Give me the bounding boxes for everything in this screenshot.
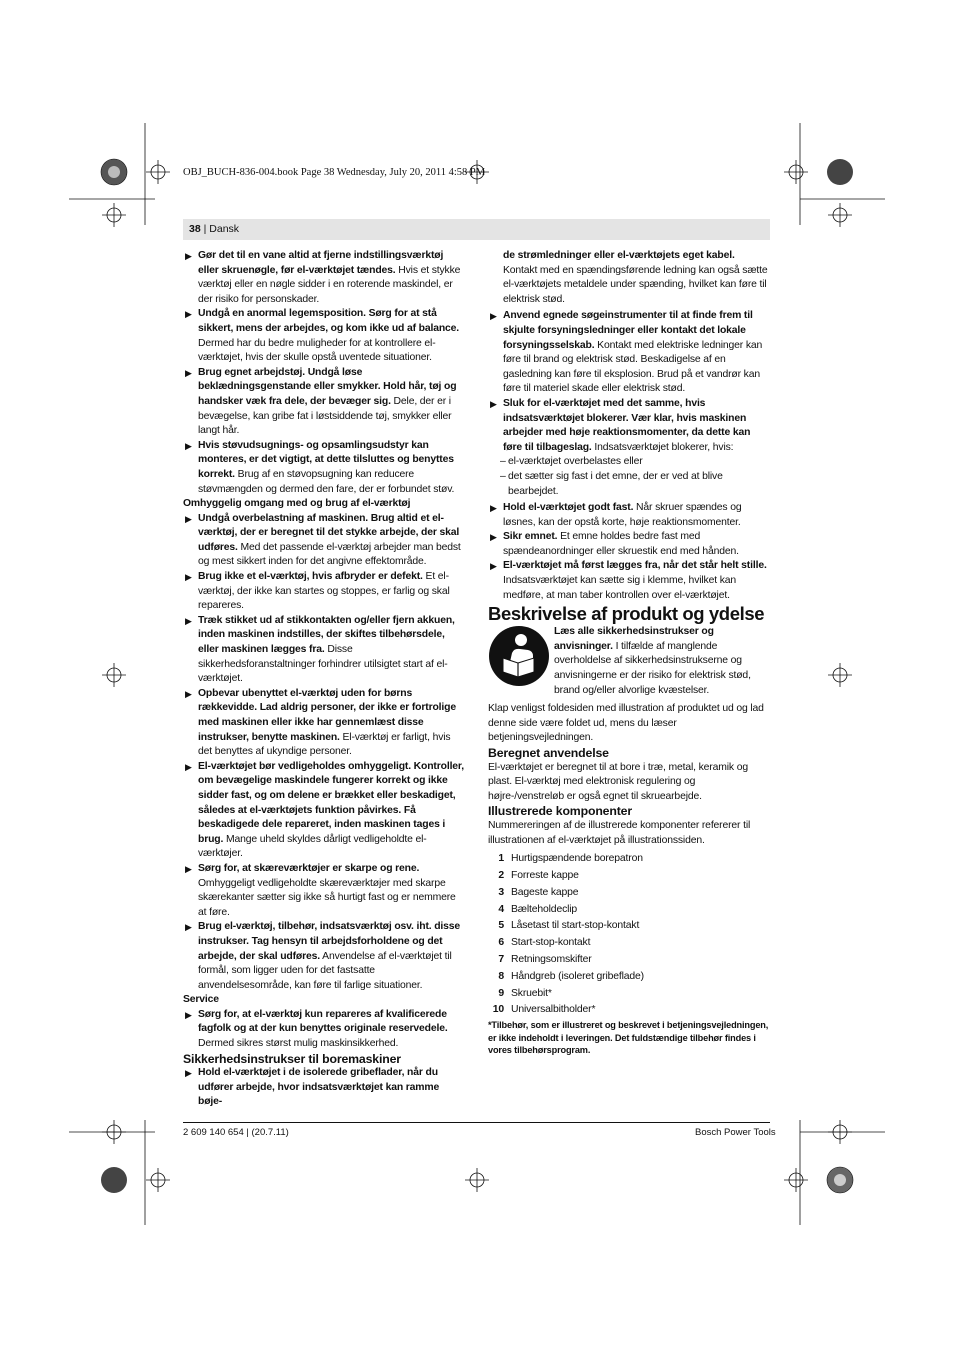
list-item: 5 Låsetast til start-stop-kontakt xyxy=(498,920,640,932)
list-item: 2 Forreste kappe xyxy=(498,869,579,881)
list-item: 10 Universalbitholder* xyxy=(492,1004,596,1016)
bullet-triangle-icon: ▶ xyxy=(185,922,192,933)
list-item: 1 Hurtigspændende borepatron xyxy=(498,853,643,865)
list-item: 8 Håndgreb (isoleret gribeflade) xyxy=(498,970,644,982)
bullet-triangle-icon: ▶ xyxy=(185,688,192,699)
bullet-item: ▶ Hold el-værktøjet i de isolerede gribeflader, når du udfører arbejde, hvor indsatsværktøjet kan ramme bøje- xyxy=(185,1067,440,1108)
list-item: 3 Bageste kappe xyxy=(498,886,579,898)
list-item: 7 Retningsomskifter xyxy=(498,953,592,965)
subheading: Omhyggelig omgang med og brug af el-værktøj xyxy=(183,498,411,510)
footer-rule xyxy=(183,1122,770,1123)
components-intro: Nummereringen af de illustrerede komponenter refererer til illustrationen af el-værktøjet på illustrationssiden. xyxy=(488,819,751,846)
bullet-item: ▶ Undgå overbelastning af maskinen. Brug altid et el-værktøj, der er beregnet til det stykke arbejde, der skal udføres. Med det passende el-værktøj arbejder man bedst og mest sikkert inden for det angivne effektområde. xyxy=(185,512,461,568)
bullet-triangle-icon: ▶ xyxy=(185,513,192,524)
bullet-triangle-icon: ▶ xyxy=(185,615,192,626)
bullet-triangle-icon: ▶ xyxy=(490,561,497,572)
bullet-continuation: de strømledninger eller el-værktøjets eget kabel. Kontakt med en spændingsførende ledning kan også sætte el-værktøjets metaldele under spænding, hvilket kan føre til elektrisk stød. xyxy=(503,250,768,305)
fold-out-note: Klap venligst foldesiden med illustration af produktet ud og lad denne side være foldet ud, mens du læser betjeningsvejledningen. xyxy=(488,703,764,744)
bullet-triangle-icon: ▶ xyxy=(185,440,192,451)
chapter-heading: Beskrivelse af produkt og ydelse xyxy=(488,603,765,625)
list-item: 6 Start-stop-kontakt xyxy=(498,937,591,949)
bullet-item: ▶ Hold el-værktøjet godt fast. Når skruer spændes og løsnes, kan der opstå korte, høje reaktionsmomenter. xyxy=(490,502,742,528)
bullet-triangle-icon: ▶ xyxy=(490,503,497,514)
list-item: 4 Bælteholdeclip xyxy=(498,903,578,915)
bullet-item: ▶ Opbevar ubenyttet el-værktøj uden for børns rækkevidde. Lad aldrig personer, der ikke er fortrolige med maskinen eller ikke har gennemlæst disse instrukser, benytte maskinen. El-værktøj er farligt, hvis det benyttes af ukyndige personer. xyxy=(185,687,456,758)
right-column xyxy=(488,249,770,1057)
bullet-item: ▶ Brug egnet arbejdstøj. Undgå løse beklædningsgenstande eller smykker. Hold hår, tøj og handsker væk fra dele, der bevæger sig. Dele, der er i bevægelse, kan gribe fat i løstsiddende tøj, smykker eller langt hår. xyxy=(185,366,457,437)
bullet-triangle-icon: ▶ xyxy=(185,1068,192,1079)
bullet-item: ▶ Sikr emnet. Et emne holdes bedre fast med spændeanordninger eller skruestik end med hånden. xyxy=(490,531,739,557)
bullet-item: ▶ Træk stikket ud af stikkontakten og/eller fjern akkuen, inden maskinen indstilles, der skiftes tilbehørsdele, eller maskinen lægges fra. Disse sikkerhedsforanstaltninger forhindrer utilsigtet start af el-værktøjet. xyxy=(185,614,455,685)
list-item: 9 Skruebit* xyxy=(498,987,552,999)
header-divider: | xyxy=(203,223,210,235)
bullet-item: ▶ El-værktøjet må først lægges fra, når det står helt stille. Indsatsværktøjet kan sætte sig i klemme, hvilket kan medføre, at man taber kontrollen over el-værktøjet. xyxy=(490,560,767,601)
subheading: Service xyxy=(183,994,219,1006)
bullet-item: ▶ Anvend egnede søgeinstrumenter til at finde frem til skjulte forsyningsledninger eller kontakt det lokale forsyningsselskab. Kontakt med elektriske ledninger kan føre til brand og elektrisk stød. Beskadigelse af en gasledning kan føre til eksplosion. Brud på et vandrør kan føre til materiel skade eller elektrisk stød. xyxy=(490,310,763,395)
footer-brand: Bosch Power Tools xyxy=(695,1127,776,1138)
bullet-triangle-icon: ▶ xyxy=(490,311,497,322)
bullet-triangle-icon: ▶ xyxy=(185,863,192,874)
bullet-triangle-icon: ▶ xyxy=(185,251,192,261)
bullet-item: ▶ Brug el-værktøj, tilbehør, indsatsværktøj osv. iht. disse instrukser. Tag hensyn til arbejdsforholdene og det arbejde, der skal udføres. Anvendelse af el-værktøjet til formål, som ligger uden for det fastsatte anvendelsesområde, kan føre til farlige situationer. xyxy=(185,921,461,991)
header-section: Dansk xyxy=(209,223,240,235)
section-heading: Illustrerede komponenter xyxy=(488,804,632,819)
bullet-item: ▶ Brug ikke et el-værktøj, hvis afbryder er defekt. Et el-værktøj, der ikke kan startes og stoppes, er farlig og skal repareres. xyxy=(185,571,450,612)
section-heading: Beregnet anvendelse xyxy=(488,746,609,760)
bullet-item: ▶ El-værktøjet bør vedligeholdes omhyggeligt. Kontroller, om bevægelige maskindele fungerer korrekt og ikke sidder fast, og om delene er brækket eller beskadiget, således at el-værktøjets funktion påvirkes. Få beskadigede dele repareret, inden maskinen tages i brug. Mange uheld skyldes dårligt vedligeholdte el-værktøjer. xyxy=(185,760,464,860)
bullet-triangle-icon: ▶ xyxy=(490,532,497,543)
bullet-triangle-icon: ▶ xyxy=(185,761,192,772)
bullet-triangle-icon: ▶ xyxy=(185,309,192,320)
page-header xyxy=(183,219,770,240)
section-heading: Sikkerhedsinstrukser til boremaskiner xyxy=(183,1051,401,1066)
accessory-footnote: *Tilbehør, som er illustreret og beskrevet i betjeningsvejledningen, er ikke indeholdt i leveringen. Det fuldstændige tilbehør findes i vores tilbehørsprogram. xyxy=(488,1020,769,1056)
bullet-item: ▶ Sørg for, at el-værktøj kun repareres af kvalificerede fagfolk og at der kun benyttes originale reservedele. Dermed sikres størst mulig maskinsikkerhed. xyxy=(185,1008,448,1050)
bullet-item: ▶ Gør det til en vane altid at fjerne indstillingsværktøj eller skruenøgle, før el-værktøjet tændes. Hvis et stykke værktøj eller en nøgle sidder i en roterende maskindel, er der risiko for personskader. xyxy=(185,250,461,305)
bullet-item: ▶ Sluk for el-værktøjet med det samme, hvis indsatsværktøjet blokerer. Vær klar, hvis maskinen arbejder med høje reaktionsmomenter, da dette kan føre til tilbageslag. Indsatsværktøjet blokerer, hvis: xyxy=(490,397,751,453)
bullet-triangle-icon: ▶ xyxy=(185,1009,192,1020)
read-instructions-text: Læs alle sikkerhedsinstrukser og anvisninger. I tilfælde af manglende overholdelse af sikkerhedsinstrukserne og anvisningerne er der risiko for elektrisk stød, brand og/eller alvorlige kvæstelser. xyxy=(554,626,751,696)
bullet-item: ▶ Sørg for, at skæreværktøjer er skarpe og rene. Omhyggeligt vedligeholdte skæreværktøjer med skarpe skærekanter sætter sig ikke så hurtigt fast og er nemmere at føre. xyxy=(185,862,456,918)
dash-item: – det sætter sig fast i det emne, der er ved at blive bearbejdet. xyxy=(500,470,723,497)
page-number: 38 xyxy=(189,223,201,235)
components-list xyxy=(488,851,770,1019)
bullet-triangle-icon: ▶ xyxy=(185,572,192,583)
bullet-triangle-icon: ▶ xyxy=(185,367,192,378)
bullet-triangle-icon: ▶ xyxy=(490,398,497,409)
read-manual-icon xyxy=(488,625,554,698)
dash-item: – el-værktøjet overbelastes eller xyxy=(500,456,643,468)
left-column xyxy=(183,249,465,1110)
bullet-item: ▶ Hvis støvudsugnings- og opsamlingsudstyr kan monteres, er det vigtigt, at dette tilsluttes og benyttes korrekt. Brug af en støvopsugning kan reducere støvmængden og dermed den fare, der er forbundet støv. xyxy=(185,439,455,495)
intended-use-text: El-værktøjet er beregnet til at bore i træ, metal, keramik og plast. El-værktøj med elektronisk regulering og højre-/venstreløb er også egnet til skruearbejde. xyxy=(488,761,748,802)
footer-document-number: 2 609 140 654 | (20.7.11) xyxy=(183,1127,289,1138)
print-info-line: OBJ_BUCH-836-004.book Page 38 Wednesday, July 20, 2011 4:58 PM xyxy=(183,167,486,178)
read-instructions-box xyxy=(488,625,770,698)
bullet-item: ▶ Undgå en anormal legemsposition. Sørg for at stå sikkert, mens der arbejdes, og kom ikke ud af balance. Dermed har du bedre muligheder for at kontrollere el-værktøjet, hvis der skulle opstå uventede situationer. xyxy=(185,308,460,364)
